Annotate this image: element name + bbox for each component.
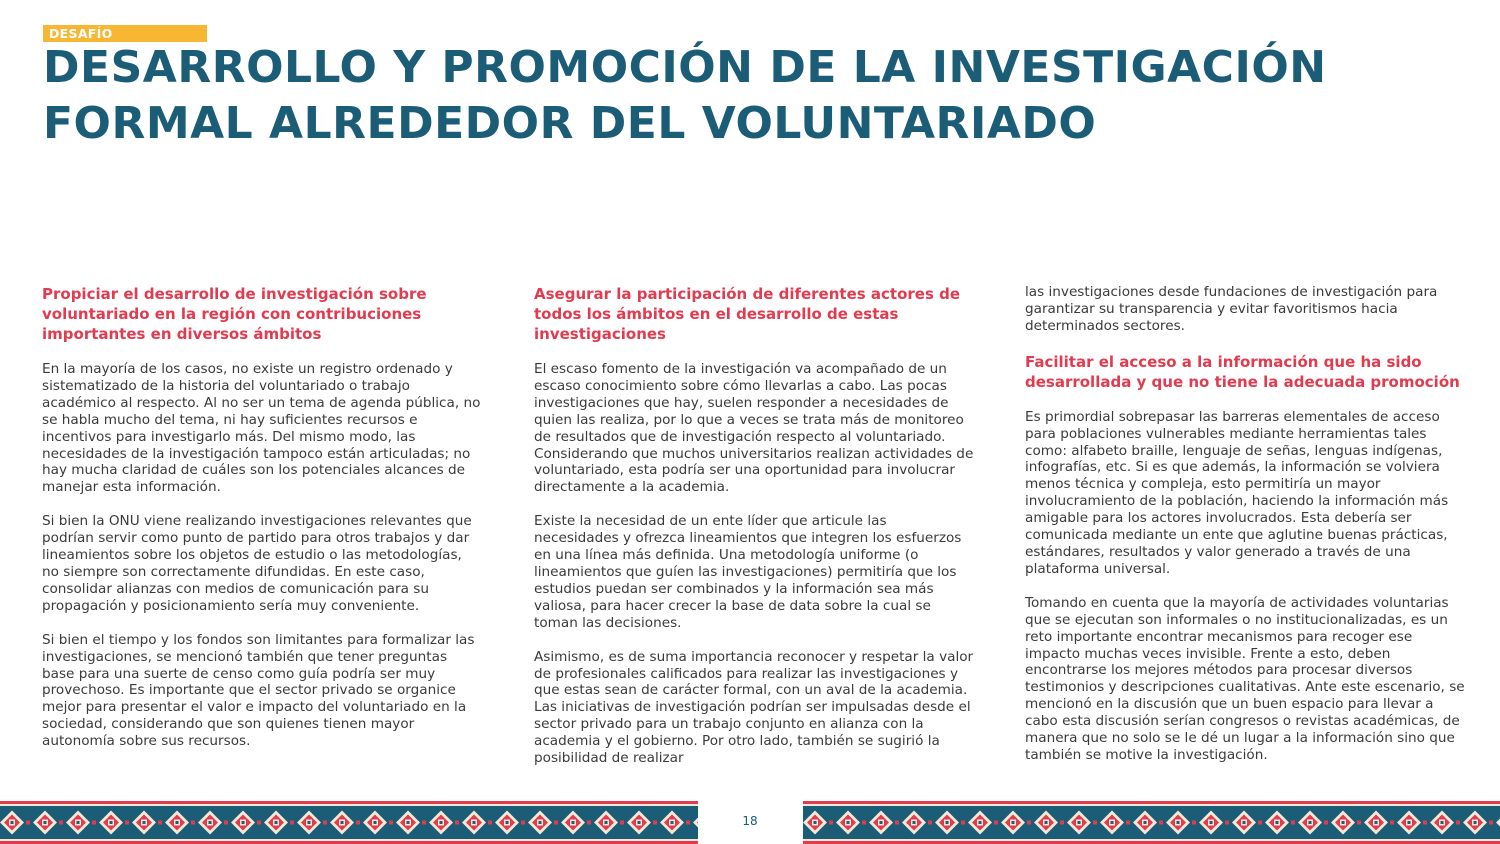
page-title-line-1: DESARROLLO Y PROMOCIÓN DE LA INVESTIGACIÓN: [43, 42, 1327, 93]
column-3: [1025, 284, 1465, 781]
column-3-paragraph-2: Tomando en cuenta que la mayoría de actividades voluntarias que se ejecutan son informales o no institucionalizadas, es un reto importante encontrar mecanismos para recoger ese impacto muchas veces invisible. Frente a esto, deben encontrarse los mejores métodos para procesar diversos testimonios y descripciones cualitativas. Ante este escenario, se mencionó en la discusión que un buen espacio para llevar a cabo esta discusión serían congresos o revistas académicas, de manera que no solo se le dé un lugar a la información sino que también se motive la investigación.: [1025, 594, 1465, 763]
column-2-heading: Asegurar la participación de diferentes actores de todos los ámbitos en el desarrollo de estas investigaciones: [534, 285, 961, 343]
column-3-paragraph-1: Es primordial sobrepasar las barreras elementales de acceso para poblaciones vulnerables mediante herramientas tales como: alfabeto braille, lenguaje de señas, lenguas indígenas, infografías, etc. Si es que además, la información se volviera menos técnica y compleja, esto permitiría un mayor involucramiento de la población, haciendo la información más amigable para los actores involucrados. Esta debería ser comunicada mediante un ente que aglutine buenas prácticas, estándares, resultados y valor generado a través de una plataforma universal.: [1025, 408, 1449, 577]
column-3-heading: Facilitar el acceso a la información que ha sido desarrollada y que no tiene la adecuada promoción: [1025, 352, 1460, 391]
woven-pattern-right: [803, 801, 1500, 844]
column-1-paragraph-1: En la mayoría de los casos, no existe un registro ordenado y sistematizado de la historia del voluntariado o trabajo académico al respecto. Al no ser un tema de agenda pública, no se habla mucho del tema, ni hay suficientes recursos e incentivos para investigarlo más. Del mismo modo, las necesidades de la investigación tampoco están articuladas; no hay mucha claridad de cuáles son los potenciales alcances de manejar esta información.: [42, 361, 481, 496]
column-3-intro: las investigaciones desde fundaciones de investigación para garantizar su transparencia y evitar favoritismos hacia determinados sectores.: [1025, 284, 1438, 334]
column-2-paragraph-3: Asimismo, es de suma importancia reconocer y respetar la valor de profesionales calificados para realizar las investigaciones y que estas sean de carácter formal, con un aval de la academia. Las iniciativas de investigación podrían ser impulsadas desde el sector privado para un trabajo conjunto en alianza con la academia y el gobierno. Por otro lado, también se sugirió la posibilidad de realizar: [534, 648, 974, 767]
column-1-heading: Propiciar el desarrollo de investigación sobre voluntariado en la región con contribuciones importantes en diversos ámbitos: [42, 285, 427, 343]
page-number: 18: [742, 814, 758, 828]
column-2: [534, 284, 974, 784]
woven-pattern-left: [0, 801, 698, 844]
decorative-border-left: [0, 801, 698, 844]
column-1-paragraph-2: Si bien la ONU viene realizando investigaciones relevantes que podrían servir como punto de partido para otros trabajos y dar lineamientos sobre los objetos de estudio o las metodologías, no siempre son correctamente difundidas. En este caso, consolidar alianzas con medios de comunicación para su propagación y posicionamiento sería muy conveniente.: [42, 513, 472, 614]
column-2-paragraph-2: Existe la necesidad de un ente líder que articule las necesidades y ofrezca lineamientos que integren los esfuerzos en una línea más definida. Una metodología uniforme (o lineamientos que guíen las investigaciones) permitiría que los estudios puedan ser combinados y la información sea más valiosa, para hacer crecer la base de data sobre la cual se toman las decisiones.: [534, 513, 962, 631]
column-1: [42, 284, 482, 767]
page-title: [43, 40, 1463, 152]
column-1-paragraph-3: Si bien el tiempo y los fondos son limitantes para formalizar las investigaciones, se mencionó también que tener preguntas base para una suerte de censo como guía podría ser muy provechoso. Es importante que el sector privado se organice mejor para presentar el valor e impacto del voluntariado en la sociedad, considerando que son quienes tienen mayor autonomía sobre sus recursos.: [42, 631, 475, 750]
column-2-paragraph-1: El escaso fomento de la investigación va acompañado de un escaso conocimiento sobre cómo llevarlas a cabo. Las pocas investigaciones que hay, suelen responder a necesidades de quien las realiza, por lo que a veces se trata más de monitoreo de resultados que de investigación respecto al voluntariado. Considerando que muchos universitarios realizan actividades de voluntariado, esta podría ser una oportunidad para involucrar directamente a la academia.: [534, 361, 974, 496]
decorative-border-right: [803, 801, 1500, 844]
section-tag: DESAFÍO: [43, 25, 207, 42]
page-title-line-2: FORMAL ALREDEDOR DEL VOLUNTARIADO: [43, 98, 1097, 149]
